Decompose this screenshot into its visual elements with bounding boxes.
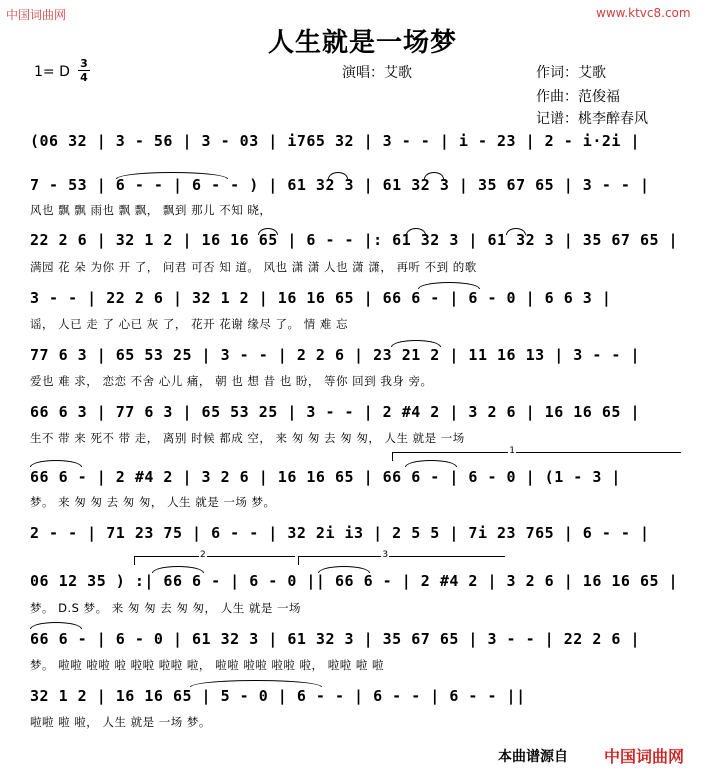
slur [30, 460, 82, 467]
transcriber-credit: 记谱：桃李醉春风 [536, 111, 648, 127]
slur [406, 228, 426, 235]
slur [318, 566, 370, 573]
notation-row: 66 6 - | 6 - 0 | 61 32 3 | 61 32 3 | 35 67 65 | 3 - - | 22 2 6 | [30, 630, 640, 648]
lyrics-row: 梦。 啦啦 啦啦 啦 啦啦 啦啦 啦， 啦啦 啦啦 啦啦 啦， 啦啦 啦 啦 [30, 658, 385, 672]
lyrics-row: 生不 带 来 死不 带 走， 离别 时候 都成 空， 来 匆 匆 去 匆 匆， 人生 就是 一场 [30, 431, 465, 445]
slur [30, 622, 82, 629]
notation-row: (06 32 | 3 - 56 | 3 - 03 | i765 32 | 3 - - | i - 23 | 2 - i·2i | [30, 132, 640, 150]
slur [190, 680, 322, 687]
slur [328, 172, 348, 179]
second-ending-number: 2 [200, 550, 206, 560]
watermark-left: 中国词曲网 [6, 8, 67, 22]
slur [152, 566, 204, 573]
composer-credit: 作曲：范俊福 [536, 89, 620, 105]
lyrics-row: 爱也 难 求， 恋恋 不舍 心儿 痛， 朝 也 想 昔 也 盼， 等你 回到 我身 旁。 [30, 374, 433, 388]
notation-row: 3 - - | 22 2 6 | 32 1 2 | 16 16 65 | 66 6 - | 6 - 0 | 6 6 3 | [30, 289, 612, 307]
slur [424, 172, 444, 179]
singer-credit: 演唱：艾歌 [342, 65, 412, 81]
time-signature-bottom: 4 [80, 71, 88, 84]
notation-row: 2 - - | 71 23 75 | 6 - - | 32 2i i3 | 2 5 5 | 7i 23 765 | 6 - - | [30, 524, 650, 542]
time-signature-top: 3 [80, 57, 88, 70]
third-ending-bracket [298, 550, 505, 565]
lyrics-row: 梦。 D.S 梦。 来 匆 匆 去 匆 匆， 人生 就是 一场 [30, 601, 302, 615]
notation-row: 66 6 3 | 77 6 3 | 65 53 25 | 3 - - | 2 #4 2 | 3 2 6 | 16 16 65 | [30, 403, 640, 421]
notation-row: 66 6 - | 2 #4 2 | 3 2 6 | 16 16 65 | 66 6 - | 6 - 0 | (1 - 3 | [30, 468, 621, 486]
notation-row: 06 12 35 ) :| 66 6 - | 6 - 0 || 66 6 - | 2 #4 2 | 3 2 6 | 16 16 65 | [30, 572, 679, 590]
notation-row: 32 1 2 | 16 16 65 | 5 - 0 | 6 - - | 6 - - | 6 - - || [30, 687, 526, 705]
source-site-link[interactable]: 中国词曲网 [604, 747, 685, 766]
slur [418, 282, 480, 289]
slur [258, 228, 278, 235]
slur [116, 172, 228, 179]
lyrics-row: 谣， 人已 走 了 心已 灰 了， 花开 花谢 缘尽 了。 情 难 忘 [30, 317, 349, 331]
key-signature: 1= D [34, 64, 70, 80]
lyrics-row: 满园 花 朵 为你 开 了， 问君 可否 知 道。 风也 潇 潇 人也 潇 潇， 再听 不到 的歌 [30, 260, 477, 274]
slur [405, 460, 457, 467]
notation-row: 77 6 3 | 65 53 25 | 3 - - | 2 2 6 | 23 21 2 | 11 16 13 | 3 - - | [30, 346, 640, 364]
lyrics-row: 梦。 来 匆 匆 去 匆 匆， 人生 就是 一场 梦。 [30, 495, 276, 509]
lyricist-credit: 作词：艾歌 [536, 65, 606, 81]
lyrics-row: 风也 飘 飘 雨也 飘 飘， 飘到 那儿 不知 晓， [30, 203, 272, 217]
notation-row: 22 2 6 | 32 1 2 | 16 16 65 | 6 - - |: 61 32 3 | 61 32 3 | 35 67 65 | [30, 231, 679, 249]
slur [506, 228, 526, 235]
source-label: 本曲谱源自 [498, 749, 568, 765]
second-ending-bracket [134, 550, 295, 565]
third-ending-number: 3 [382, 550, 389, 560]
slur [391, 340, 441, 347]
lyrics-row: 啦啦 啦 啦， 人生 就是 一场 梦。 [30, 715, 211, 729]
watermark-right: www.ktvc8.com [596, 6, 691, 20]
first-ending-number: 1 [509, 446, 515, 456]
page-title: 人生就是一场梦 [268, 28, 458, 58]
notation-row: 7 - 53 | 6 - - | 6 - - ) | 61 32 3 | 61 32 3 | 35 67 65 | 3 - - | [30, 176, 650, 194]
time-signature [78, 58, 90, 84]
